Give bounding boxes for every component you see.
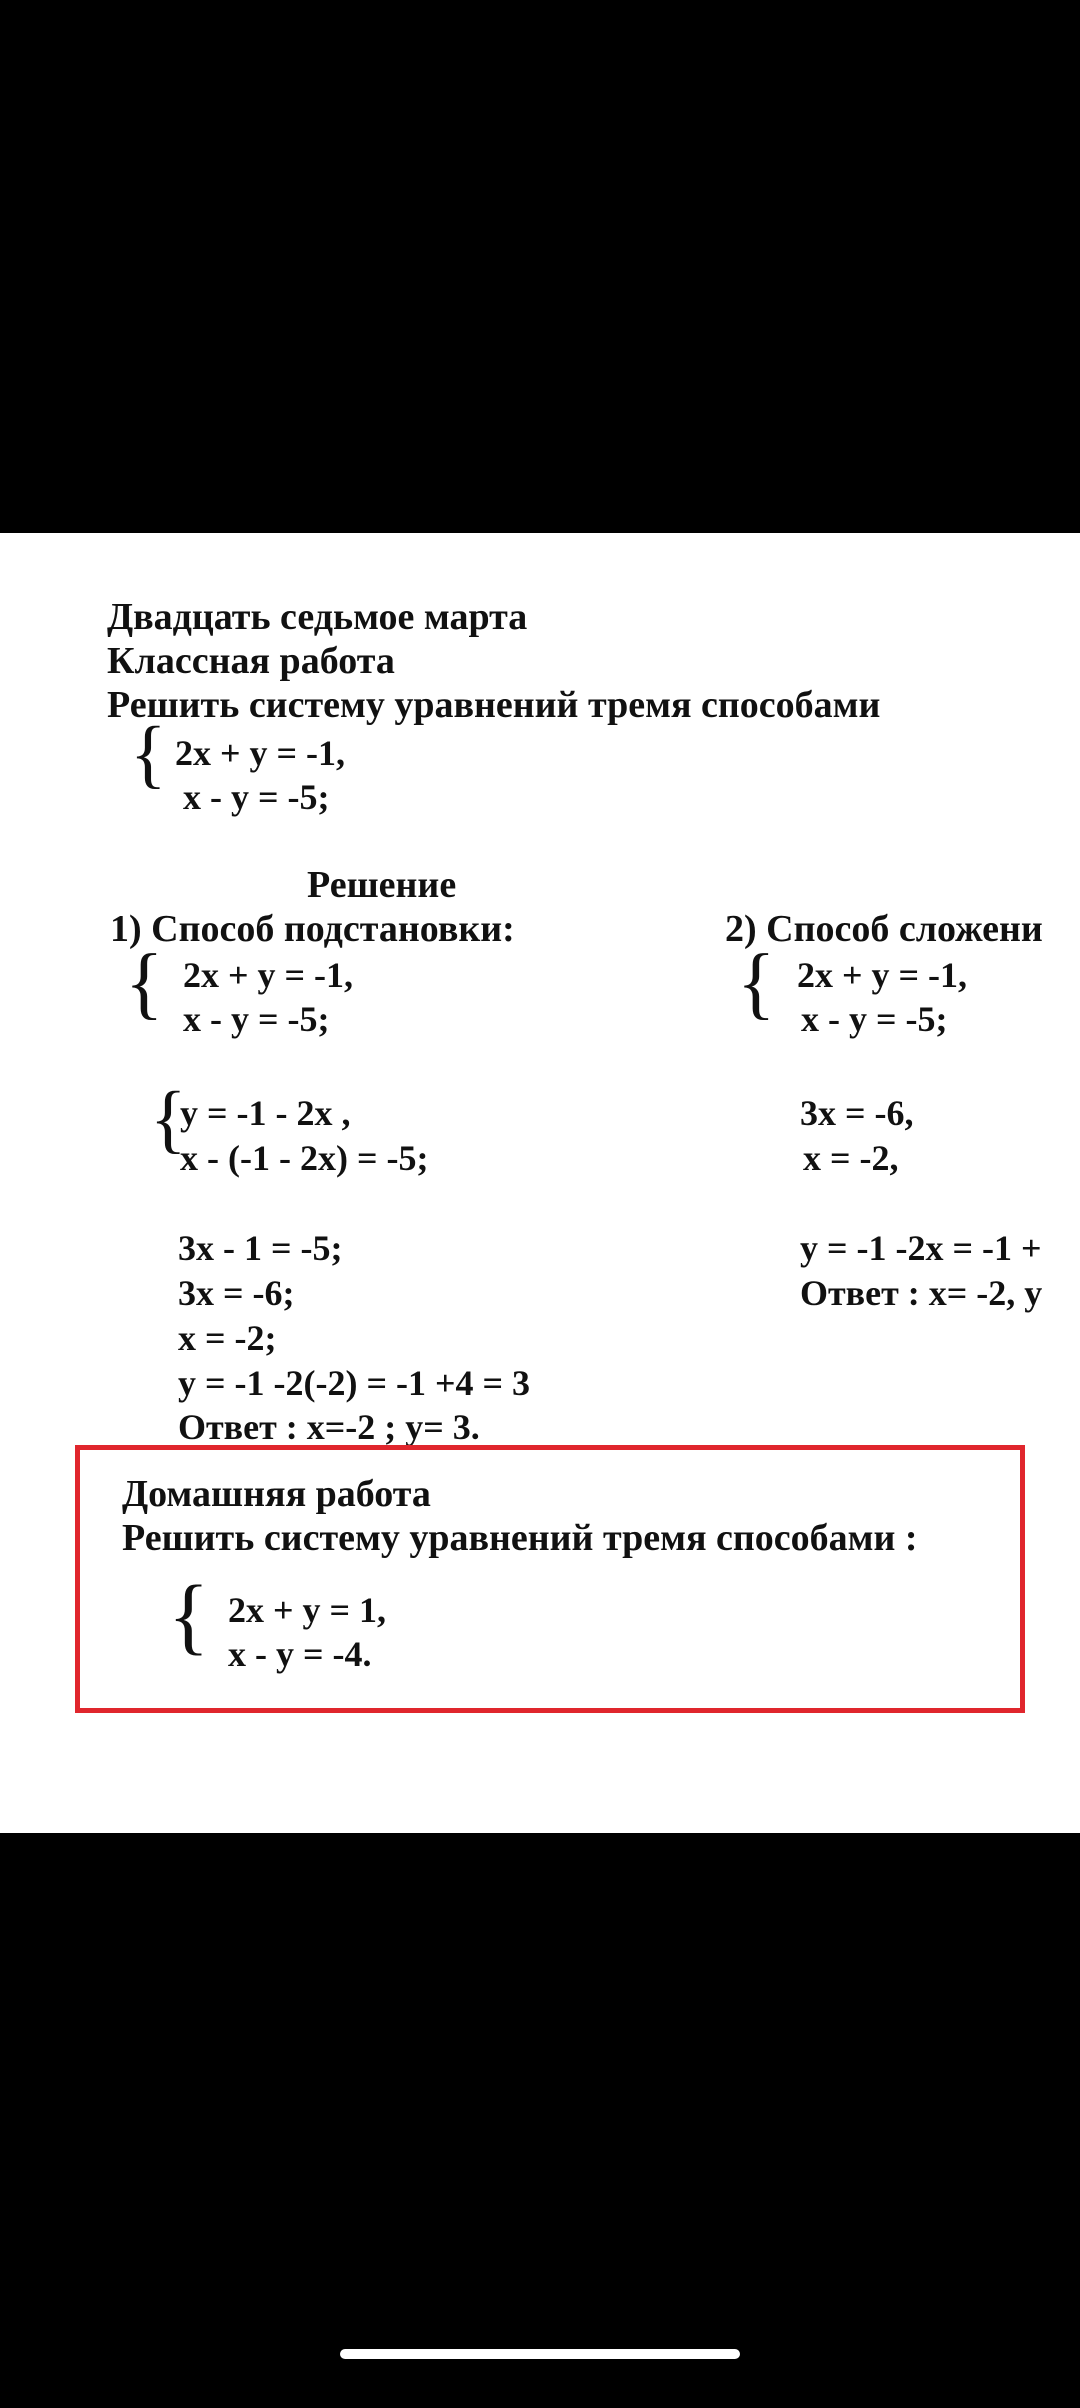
- method1-eq2: x - y = -5;: [183, 999, 330, 1039]
- solution-title: Решение: [307, 864, 457, 906]
- method2-step2: x = -2,: [803, 1138, 899, 1178]
- home-indicator[interactable]: [340, 2349, 740, 2359]
- method1-eq1: 2x + y = -1,: [183, 955, 354, 995]
- method1-step1: 3x - 1 = -5;: [178, 1228, 343, 1268]
- system-brace: {: [130, 712, 167, 796]
- method1-title: 1) Способ подстановки:: [110, 908, 515, 950]
- document-page: [0, 533, 1080, 1833]
- date-heading: Двадцать седьмое марта: [107, 596, 528, 638]
- method1-answer: Ответ : x=-2 ; y= 3.: [178, 1407, 480, 1447]
- method2-eq1: 2x + y = -1,: [797, 955, 968, 995]
- method1-step2: 3x = -6;: [178, 1273, 295, 1313]
- method2-step1: 3x = -6,: [800, 1093, 914, 1133]
- method1-system-brace: {: [125, 939, 164, 1027]
- homework-eq2: x - y = -4.: [228, 1634, 372, 1674]
- homework-highlight-box: [75, 1445, 1025, 1713]
- homework-brace: {: [168, 1567, 210, 1663]
- method1-sub2: x - (-1 - 2x) = -5;: [180, 1138, 429, 1178]
- method2-step3: y = -1 -2x = -1 +: [800, 1228, 1042, 1268]
- homework-eq1: 2x + y = 1,: [228, 1590, 387, 1630]
- method1-step4: y = -1 -2(-2) = -1 +4 = 3: [178, 1363, 530, 1403]
- method2-title: 2) Способ сложени: [725, 908, 1043, 950]
- method2-eq2: x - y = -5;: [801, 999, 948, 1039]
- method1-sub-brace: {: [150, 1077, 187, 1161]
- method1-step3: x = -2;: [178, 1318, 277, 1358]
- system-eq1: 2x + y = -1,: [175, 733, 346, 773]
- method1-sub1: y = -1 - 2x ,: [180, 1093, 351, 1133]
- method2-answer: Ответ : x= -2, y: [800, 1273, 1043, 1313]
- homework-task: Решить систему уравнений тремя способами :: [122, 1517, 918, 1559]
- method2-system-brace: {: [737, 939, 776, 1027]
- system-eq2: x - y = -5;: [183, 777, 330, 817]
- classwork-heading: Классная работа: [107, 640, 395, 682]
- task-heading: Решить систему уравнений тремя способами: [107, 684, 881, 726]
- homework-title: Домашняя работа: [122, 1473, 431, 1515]
